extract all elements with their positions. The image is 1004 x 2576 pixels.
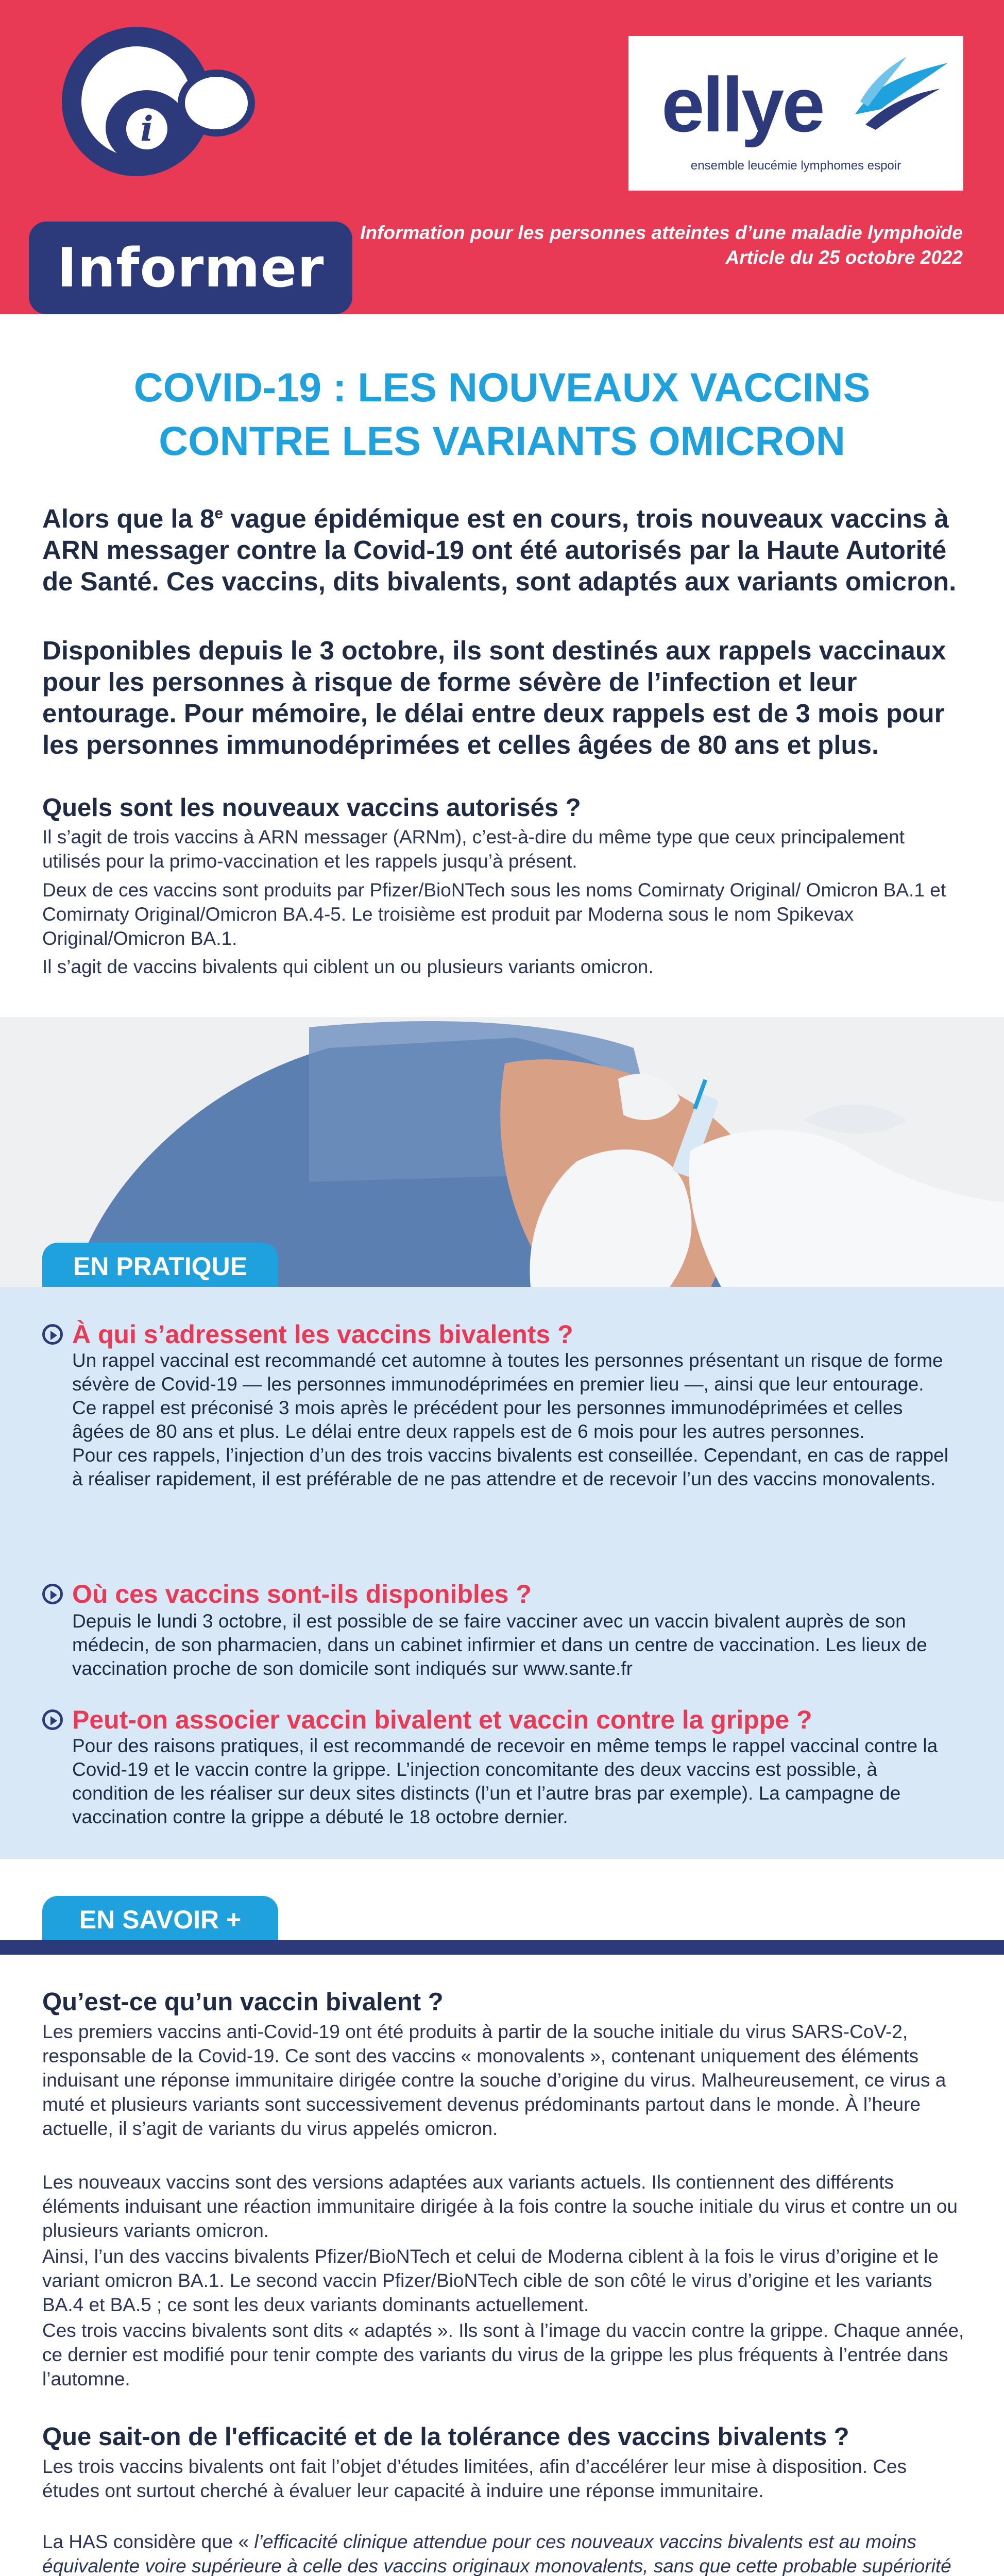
answer-2-line-1: Depuis le lundi 3 octobre, il est possible de se faire vacciner avec un vaccin bivalent auprès de son médecin, de son pharmacien, dans un cabinet infirmier et dans un centre de vaccination. Les lieux de vaccination proche de son domicile sont indiqués sur www.sante.fr [72,1611,927,1679]
info-icon: i [126,108,167,149]
question-3: Peut-on associer vaccin bivalent et vaccin contre la grippe ? [72,1705,812,1734]
audience-line: Information pour les personnes atteintes d’une maladie lymphoïde [360,222,963,243]
answer-3 [72,1734,958,1829]
authorized-paragraph-3: Il s’agit de vaccins bivalents qui ciblent un ou plusieurs variants omicron. [42,956,654,977]
answer-1-line-3: Pour ces rappels, l’injection d’un des trois vaccins bivalents est conseillée. Cependant, en cas de rappel à réaliser rapidement, il est préférable de ne pas attendre et de recevoir l’un des vaccins monovalents. [72,1445,948,1489]
question-1: À qui s’adressent les vaccins bivalents ? [72,1320,573,1349]
authorized-paragraph-1: Il s’agit de trois vaccins à ARN messager (ARNm), c’est-à-dire du même type que ceux principalement utilisés pour la primo-vaccination et les rappels jusqu’à présent. [42,826,905,872]
logo-wordmark: ellye [661,61,823,148]
bivalent-heading: Qu’est-ce qu’un vaccin bivalent ? [42,1988,444,2016]
section-badge-label: Informer [29,222,352,314]
bivalent-paragraph-3: Ainsi, l’un des vaccins bivalents Pfizer/BioNTech et celui de Moderna ciblent à la fois le virus d’origine et le variant omicron BA.1. Le second vaccin Pfizer/BioNTech cible de son côté le virus d’origine et les variants BA.4 et BA.5 ; ce sont les deux variants dominants actuellement. [42,2246,939,2315]
efficacy-quote-open: La HAS considère que « [42,2531,254,2552]
answer-2 [72,1609,958,1681]
has-quote: l’efficacité clinique attendue pour ces nouveaux vaccins bivalents est au moins équivalente voire supérieure à celle des vaccins originaux monovalents, sans que cette probable supériorité [42,2531,951,2576]
question-1-header [42,1318,969,1351]
efficacy-heading: Que sait-on de l'efficacité et de la tolérance des vaccins bivalents ? [42,2423,849,2451]
en-savoir-tab: EN SAVOIR + [42,1896,278,1942]
lead-p1-sup: e [214,505,224,522]
lead-paragraph-2: Disponibles depuis le 3 octobre, ils sont destinés aux rappels vaccinaux pour les personnes à risque de forme sévère de l’infection et leur entourage. Pour mémoire, le délai entre deux rappels est de 3 mois pour les personnes immunodéprimées et celles âgées de 80 ans et plus. [42,636,946,759]
title-line-1: COVID-19 : LES NOUVEAUX VACCINS [133,364,871,410]
en-pratique-tab: EN PRATIQUE [42,1243,278,1289]
arrow-bullet-icon [42,1324,63,1345]
question-2: Où ces vaccins sont-ils disponibles ? [72,1580,532,1608]
page-title [0,361,1004,468]
arrow-bullet-icon [42,1709,63,1730]
bivalent-paragraph-2: Les nouveaux vaccins sont des versions adaptées aux variants actuels. Ils contiennent des différents éléments induisant une réaction immunitaire dirigée à la fois contre la souche initiale du virus et contre un ou plusieurs variants omicron. [42,2172,958,2241]
article-date: Article du 25 octobre 2022 [725,247,963,268]
question-3-header [42,1703,969,1736]
answer-1 [72,1349,958,1491]
lead-p1-end: vague épidémique est en cours, trois nouveaux vaccins à ARN messager contre la Covid-19 ont été autorisés par la Haute Autorité de Santé. Ces vaccins, dits bivalents, sont adaptés aux variants omicron. [42,504,957,596]
answer-3-line-1: Pour des raisons pratiques, il est recommandé de recevoir en même temps le rappel vaccinal contre la Covid-19 et le vaccin contre la grippe. L’injection concomitante des deux vaccins est possible, à condition de les réaliser sur deux sites distincts (l’un et l’autre bras par exemple). La campagne de vaccination contre la grippe a débuté le 18 octobre dernier. [72,1735,938,1827]
ellye-logo[interactable] [628,36,963,191]
lead-paragraph-1 [42,498,964,597]
article-info [293,221,963,270]
efficacy-paragraph-1: Les trois vaccins bivalents ont fait l’objet d’études limitées, afin d’accélérer leur mise à disposition. Ces études ont surtout cherché à évaluer leur capacité à induire une réponse immunitaire. [42,2456,907,2501]
arrow-bullet-icon [42,1584,63,1604]
answer-1-line-1: Un rappel vaccinal est recommandé cet automne à toutes les personnes présentant un risque de forme sévère de Covid-19 — les personnes immunodéprimées en premier lieu —, ainsi que leur entourage. [72,1350,943,1395]
lead-p1-start: Alors que la 8 [42,504,215,533]
section-divider [0,1940,1004,1955]
logo-tagline: ensemble leucémie lymphomes espoir [690,159,901,173]
title-line-2: CONTRE LES VARIANTS OMICRON [159,418,845,464]
question-2-header [42,1578,969,1611]
speech-bubble-outline-icon [178,70,255,137]
efficacy-paragraph-2 [42,2530,964,2576]
hummingbird-icon [845,53,953,145]
authorized-heading: Quels sont les nouveaux vaccins autorisés ? [42,794,581,822]
bivalent-paragraph-1: Les premiers vaccins anti-Covid-19 ont été produits à partir de la souche initiale du virus SARS-CoV-2, responsable de la Covid-19. Ce sont des vaccins « monovalents », contenant uniquement des éléments induisant une réponse immunitaire dirigée contre la souche d’origine du virus. Malheureusement, ce virus a muté et plusieurs variants sont successivement devenus prédominants partout dans le monde. À l’heure actuelle, il s’agit de variants du virus appelés omicron. [42,2021,946,2139]
bivalent-paragraph-4: Ces trois vaccins bivalents sont dits « adaptés ». Ils sont à l’image du vaccin contre la grippe. Chaque année, ce dernier est modifié pour tenir compte des variants du virus de la grippe les plus fréquents à l’entrée dans l’automne. [42,2320,964,2389]
answer-1-line-2: Ce rappel est préconisé 3 mois après le précédent pour les personnes immunodéprimées et celles âgées de 80 ans et plus. Le délai entre deux rappels est de 6 mois pour les autres personnes. [72,1397,903,1442]
authorized-paragraph-2: Deux de ces vaccins sont produits par Pfizer/BioNTech sous les noms Comirnaty Original/ Omicron BA.1 et Comirnaty Original/Omicron BA.4-5. Le troisième est produit par Moderna sous le nom Spikevax Original/Omicron BA.1. [42,879,946,949]
